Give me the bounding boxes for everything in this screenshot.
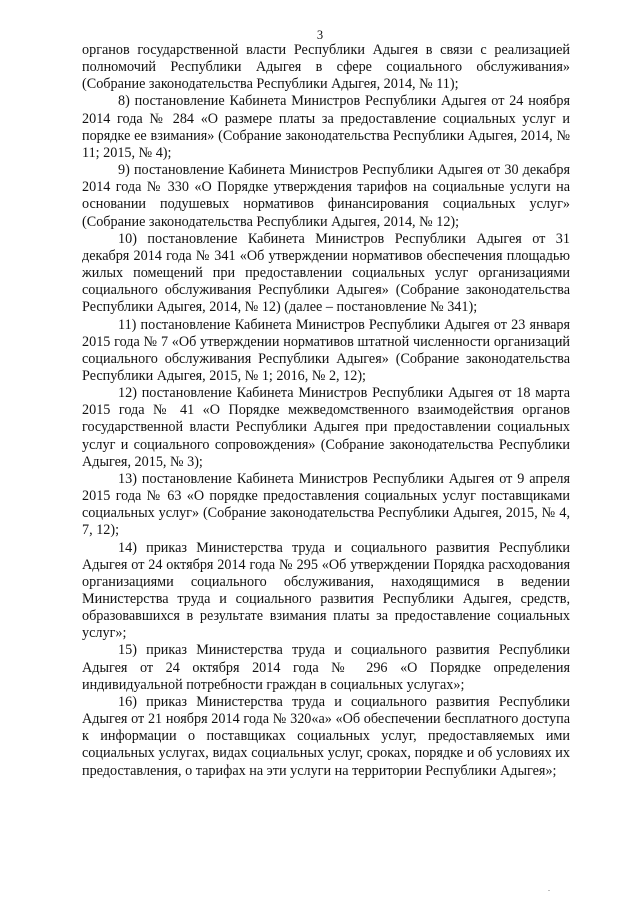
list-item-14: 14) приказ Министерства труда и социального развития Республики Адыгея от 24 октября 2014 года № 295 «Об утверждении Порядка расходования организациями социального обслуживания, находящимися в ведении Министерства труда и социального развития Республики Адыгея, средств, образовавшихся в результате взимания платы за предоставление социальных услуг»;: [82, 539, 570, 642]
page-number: 3: [316, 28, 324, 42]
list-item-16: 16) приказ Министерства труда и социального развития Республики Адыгея от 21 ноября 2014 года № 320«а» «Об обеспечении бесплатного доступа к информации о поставщиках социальных услуг, предоставляемых ими социальных услугах, видах социальных услуг, сроках, порядке и об условиях их предоставления, о тарифах на эти услуги на территории Республики Адыгея»;: [82, 693, 570, 779]
footer-mark: .: [548, 884, 550, 893]
list-item-9: 9) постановление Кабинета Министров Республики Адыгея от 30 декабря 2014 года № 330 «О Порядке утверждения тарифов на социальные услуги на основании подушевых нормативов финансирования социальных услуг» (Собрание законодательства Республики Адыгея, 2014, № 12);: [82, 162, 570, 230]
list-item-10: 10) постановление Кабинета Министров Республики Адыгея от 31 декабря 2014 года № 341 «Об утверждении нормативов обеспечения площадью жилых помещений при предоставлении социальных услуг организациями социального обслуживания Республики Адыгея» (Собрание законодательства Республики Адыгея, 2014, № 12) (далее – постановление № 341);: [82, 230, 570, 316]
list-item-11: 11) постановление Кабинета Министров Республики Адыгея от 23 января 2015 года № 7 «Об утверждении нормативов штатной численности организаций социального обслуживания Республики Адыгея» (Собрание законодательства Республики Адыгея, 2015, № 1; 2016, № 2, 12);: [82, 316, 570, 384]
document-body: [82, 42, 570, 780]
list-item-8: 8) постановление Кабинета Министров Республики Адыгея от 24 ноября 2014 года № 284 «О размере платы за предоставление социальных услуг и порядке ее взимания» (Собрание законодательства Республики Адыгея, 2014, № 11; 2015, № 4);: [82, 93, 570, 161]
list-item-13: 13) постановление Кабинета Министров Республики Адыгея от 9 апреля 2015 года № 63 «О порядке предоставления социальных услуг поставщиками социальных услуг» (Собрание законодательства Республики Адыгея, 2015, № 4, 7, 12);: [82, 470, 570, 539]
list-item-12: 12) постановление Кабинета Министров Республики Адыгея от 18 марта 2015 года № 41 «О Порядке межведомственного взаимодействия органов государственной власти Республики Адыгея при предоставлении социальных услуг и социального сопровождения» (Собрание законодательства Республики Адыгея, 2015, № 3);: [82, 385, 570, 470]
list-item-15: 15) приказ Министерства труда и социального развития Республики Адыгея от 24 октября 2014 года № 296 «О Порядке определения индивидуальной потребности граждан в социальных услугах»;: [82, 642, 570, 693]
paragraph-continuation: органов государственной власти Республики Адыгея в связи с реализацией полномочий Республики Адыгея в сфере социального обслуживания» (Собрание законодательства Республики Адыгея, 2014, № 11);: [82, 42, 570, 93]
